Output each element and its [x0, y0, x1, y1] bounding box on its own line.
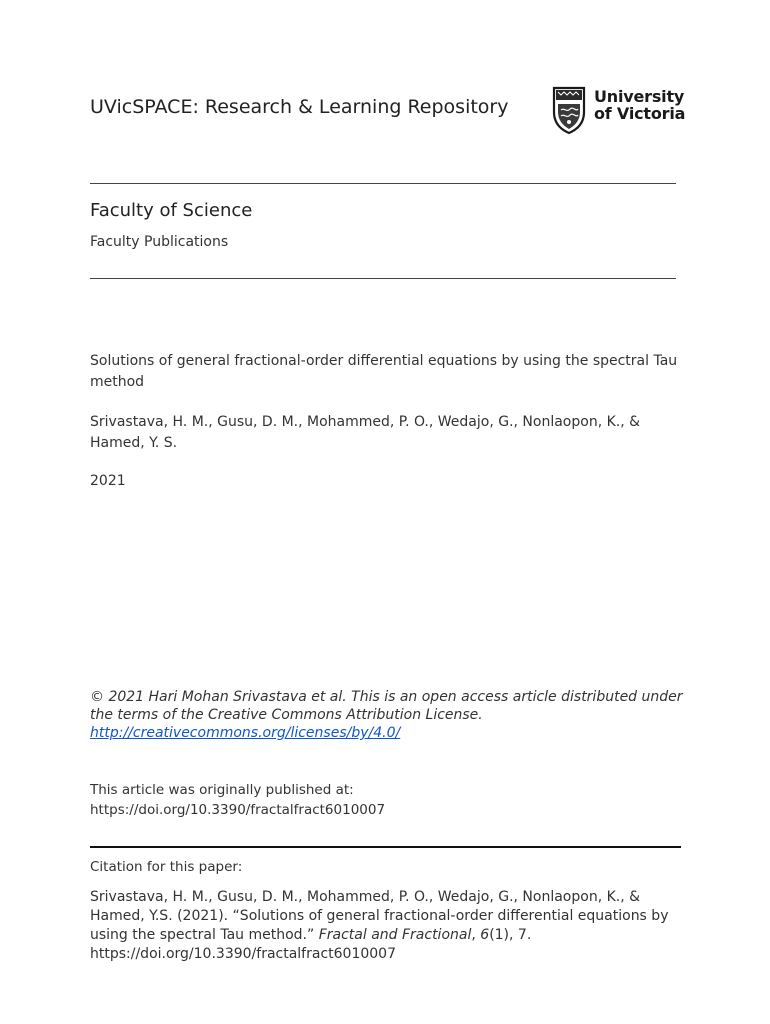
- divider-bottom: [90, 278, 676, 280]
- license-statement: [90, 688, 690, 742]
- published-label: This article was originally published at:: [90, 782, 354, 798]
- license-text: © 2021 Hari Mohan Srivastava et al. This is an open access article distributed under the terms of the Creative Commons Attribution License.: [90, 689, 683, 723]
- paper-year: 2021: [90, 473, 126, 489]
- citation-label: Citation for this paper:: [90, 859, 243, 875]
- citation-doi[interactable]: https://doi.org/10.3390/fractalfract6010007: [90, 946, 396, 962]
- faculty-name: Faculty of Science: [90, 200, 253, 221]
- paper-title: Solutions of general fractional-order differential equations by using the spectral Tau method: [90, 353, 678, 390]
- published-doi[interactable]: https://doi.org/10.3390/fractalfract6010007: [90, 802, 386, 818]
- publication-info: [90, 780, 690, 820]
- logo-line-1: University: [594, 87, 685, 106]
- university-wordmark: [594, 88, 685, 122]
- citation-journal: Fractal and Fractional: [318, 927, 472, 943]
- citation-issue-pages: (1), 7.: [489, 927, 532, 943]
- citation-text: [90, 888, 690, 964]
- paper-authors: Srivastava, H. M., Gusu, D. M., Mohammed, P. O., Wedajo, G., Nonlaopon, K., & Hamed, Y. S.: [90, 414, 641, 451]
- citation-sep: ,: [471, 927, 481, 943]
- university-crest-icon: [552, 86, 586, 134]
- license-link[interactable]: http://creativecommons.org/licenses/by/4.0/: [90, 725, 401, 741]
- citation-divider: [90, 846, 681, 848]
- divider-top: [90, 183, 676, 185]
- collection-name: Faculty Publications: [90, 234, 229, 250]
- repository-title: UVicSPACE: Research & Learning Repository: [90, 96, 509, 118]
- citation-volume: 6: [480, 927, 490, 943]
- logo-line-2: of Victoria: [594, 104, 686, 123]
- citation-main: Srivastava, H. M., Gusu, D. M., Mohammed, P. O., Wedajo, G., Nonlaopon, K., & Hamed, Y.S. (2021). “Solutions of general fractional-order differential equations by using the spectral Tau method.”: [90, 889, 669, 943]
